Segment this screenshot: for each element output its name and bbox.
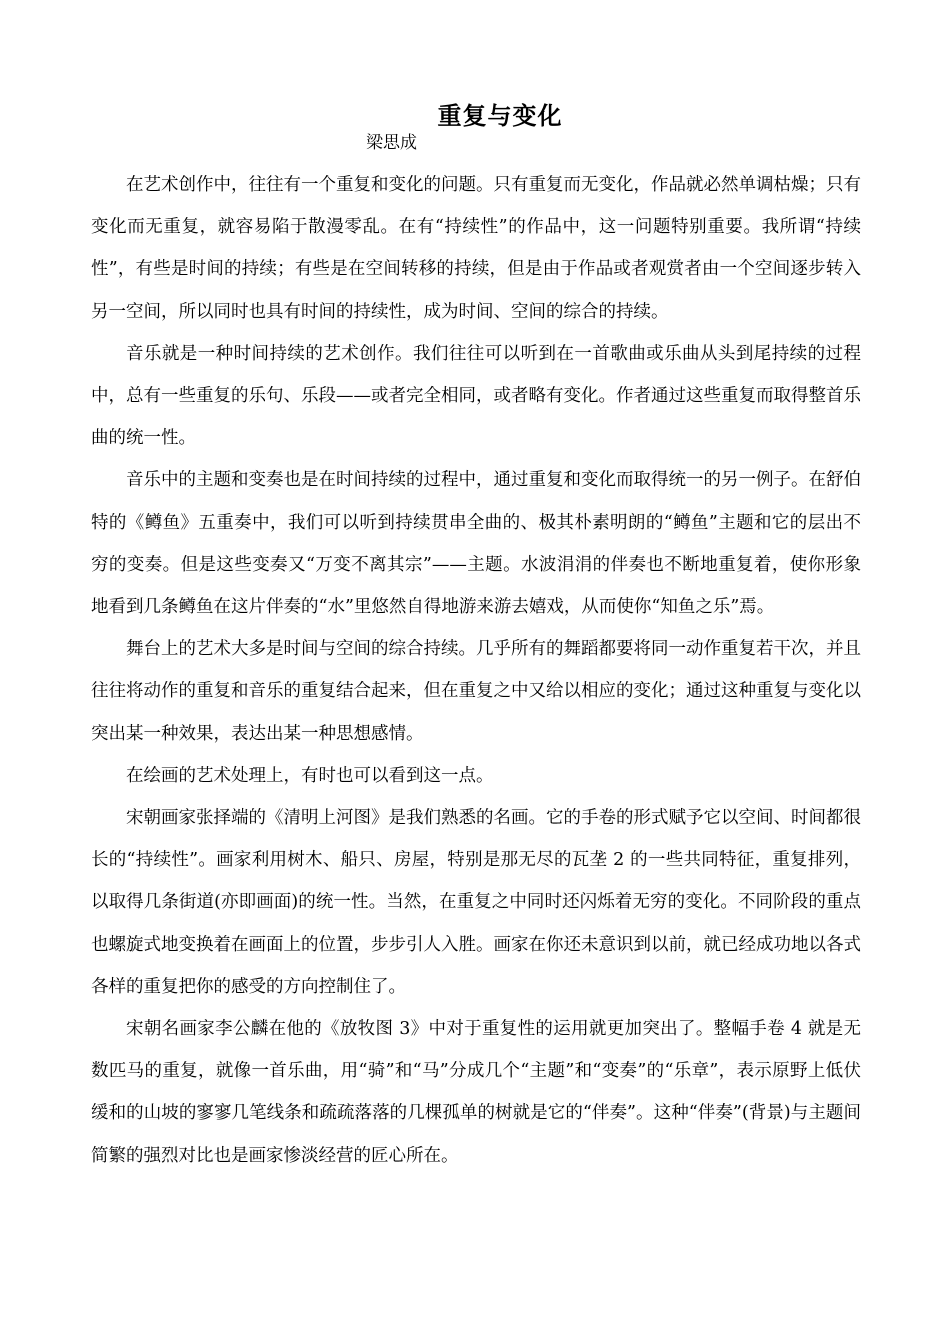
paragraph-4: 舞台上的艺术大多是时间与空间的综合持续。几乎所有的舞蹈都要将同一动作重复若干次，并且往往将动作的重复和音乐的重复结合起来，但在重复之中又给以相应的变化；通过这种重复与变化以突出某一种效果，表达出某一种思想感情。 (91, 639, 861, 744)
paragraph-6: 宋朝画家张择端的《清明上河图》是我们熟悉的名画。它的手卷的形式赋予它以空间、时间都很长的“持续性”。画家利用树木、船只、房屋，特别是那无尽的瓦垄 2 的一些共同特征，重复排列，以取得几条街道(亦即画面)的统一性。当然，在重复之中同时还闪烁着无穷的变化。不同阶段的重点也螺旋式地变换着在画面上的位置，步步引人入胜。画家在你还未意识到以前，就已经成功地以各式各样的重复把你的感受的方向控制住了。 (91, 808, 861, 997)
paragraph-5: 在绘画的艺术处理上，有时也可以看到这一点。 (126, 765, 494, 786)
author-name: 梁思成 (366, 133, 417, 153)
paragraph-2: 音乐就是一种时间持续的艺术创作。我们往往可以听到在一首歌曲或乐曲从头到尾持续的过程中，总有一些重复的乐句、乐段——或者完全相同，或者略有变化。作者通过这些重复而取得整首乐曲的统一性。 (91, 343, 861, 449)
page-title: 重复与变化 (437, 101, 563, 130)
paragraph-1: 在艺术创作中，往往有一个重复和变化的问题。只有重复而无变化，作品就必然单调枯燥；只有变化而无重复，就容易陷于散漫零乱。在有“持续性”的作品中，这一问题特别重要。我所谓“持续性”，有些是时间的持续；有些是在空间转移的持续，但是由于作品或者观赏者由一个空间逐步转入另一空间，所以同时也具有时间的持续性，成为时间、空间的综合的持续。 (91, 175, 861, 322)
article-body (91, 164, 861, 1177)
paragraph-3: 音乐中的主题和变奏也是在时间持续的过程中，通过重复和变化而取得统一的另一例子。在舒伯特的《鳟鱼》五重奏中，我们可以听到持续贯串全曲的、极其朴素明朗的“鳟鱼”主题和它的层出不穷的变奏。但是这些变奏又“万变不离其宗”——主题。水波涓涓的伴奏也不断地重复着，使你形象地看到几条鳟鱼在这片伴奏的“水”里悠然自得地游来游去嬉戏，从而使你“知鱼之乐”焉。 (91, 470, 861, 618)
paragraph-7: 宋朝名画家李公麟在他的《放牧图 3》中对于重复性的运用就更加突出了。整幅手卷 4 就是无数匹马的重复，就像一首乐曲，用“骑”和“马”分成几个“主题”和“变奏”的“乐章”，表示原野上低伏缓和的山坡的寥寥几笔线条和疏疏落落的几棵孤单的树就是它的“伴奏”。这种“伴奏”(背景)与主题间简繁的强烈对比也是画家惨淡经营的匠心所在。 (91, 1019, 861, 1166)
